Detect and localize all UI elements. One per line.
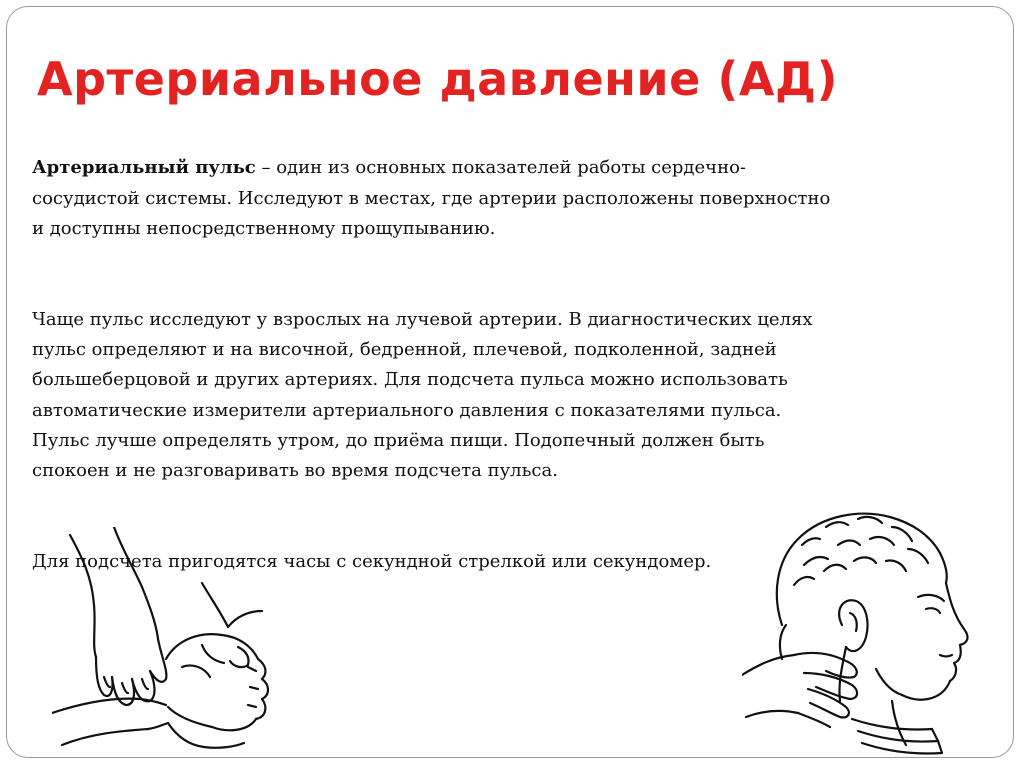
slide-title: Артериальное давление (АД)	[37, 52, 838, 106]
term-arterial-pulse: Артериальный пульс	[32, 157, 256, 179]
wrist-pulse-hands-illustration	[52, 527, 277, 758]
definition-text: – один из основных показателей работы сердечно- сосудистой системы. Исследуют в местах, где артерии расположены поверхностно и доступны непосредственному прощупыванию.	[32, 157, 831, 239]
slide	[6, 6, 1014, 758]
neck-pulse-head-illustration	[742, 505, 977, 757]
paragraph-measurement-sites: Чаще пульс исследуют у взрослых на лучевой артерии. В диагностических целях пульс определяют и на височной, бедренной, плечевой, подколенной, задней большеберцовой и других артериях. Для подсчета пульса можно использовать автоматические измерители артериального давления с показателями пульса. Пульс лучше определять утром, до приёма пищи. Подопечный должен быть спокоен и не разговаривать во время подсчета пульса.	[32, 308, 813, 482]
paragraph-pulse-definition	[32, 153, 987, 244]
paragraph-tools: Для подсчета пригодятся часы с секундной стрелкой или секундомер.	[32, 551, 712, 573]
